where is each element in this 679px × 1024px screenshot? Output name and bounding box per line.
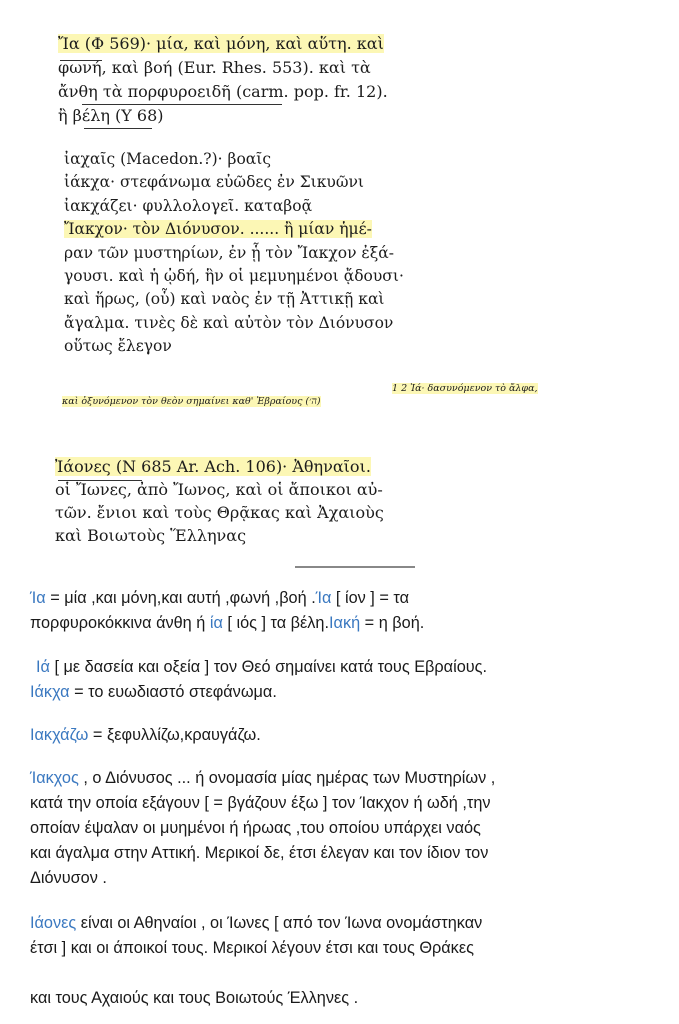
scan-line	[64, 218, 404, 241]
footnote-left: καὶ ὀξυνόμενον τὸν θεὸν σημαίνει καθ' Ἑβραίους (ה׳)	[62, 396, 321, 407]
scan-line	[55, 455, 384, 478]
translation-line: Διόνυσον .	[30, 869, 107, 887]
text: [ ίον ] = τα	[331, 589, 409, 607]
translation-paragraph-ia	[30, 586, 670, 636]
text: είναι οι Αθηναίοι , οι Ίωνες [ από τον Ίωνα ονομάστηκαν	[76, 914, 483, 932]
translation-paragraph-iaones-end	[30, 986, 670, 1011]
footnote-right: 1 2 Ἰά· δασυνόμενον τὸ ἄλφα,	[392, 383, 538, 394]
translation-line: οποίαν έψαλαν οι μυημένοι ή ήρωας ,του οποίου υπάρχει ναός	[30, 819, 481, 837]
keyword: Ίακχος	[30, 769, 84, 787]
translation-line	[30, 586, 670, 611]
scan-rule	[295, 566, 415, 568]
translation-line: και άγαλμα στην Αττική. Μερικοί δε, έτσι έλεγαν και τον ίδιον τον	[30, 844, 489, 862]
scan-line: φωνή, καὶ βοή (Eur. Rhes. 553). καὶ τὰ	[58, 58, 371, 77]
translation-paragraph-ia-hebrew	[36, 655, 676, 680]
text: πορφυροκόκκινα άνθη ή	[30, 614, 210, 632]
translation-line: και τους Αχαιούς και τους Βοιωτούς Έλληνες .	[30, 989, 359, 1007]
translation-line	[30, 680, 670, 705]
translation-line	[30, 723, 670, 748]
text: = μία ,και μόνη,και αυτή ,φωνή ,βοή .	[45, 589, 316, 607]
keyword: Ιά	[36, 658, 50, 676]
scan-line: ἰάκχα· στεφάνωμα εὐῶδες ἐν Σικυῶνι	[64, 173, 364, 192]
pen-underline	[84, 128, 152, 129]
scan-line: ἰαχαῖς (Macedon.?)· βοαῖς	[64, 150, 271, 168]
translation-line	[36, 655, 676, 680]
translation-line	[30, 611, 670, 636]
scan-line: οὕτως ἔλεγον	[64, 337, 172, 356]
scan-line: καὶ Βοιωτοὺς Ἕλληνας	[55, 526, 247, 545]
keyword: Ιακή	[329, 614, 361, 632]
highlighted-text: Ἴακχον· τὸν Διόνυσον. ...... ἢ μίαν ἡμέ-	[64, 220, 372, 239]
scan-entry-ia	[58, 32, 388, 128]
keyword: Ία	[30, 589, 46, 607]
keyword: Ία	[315, 589, 332, 607]
pen-underline	[60, 60, 102, 61]
keyword: Ιακχάζω	[30, 726, 89, 744]
scan-line: ἄνθη τὰ πορφυροειδῆ (carm. pop. fr. 12).	[58, 82, 388, 101]
scan-line	[58, 32, 388, 56]
keyword: Ιάονες	[30, 914, 77, 932]
scan-line: τῶν. ἔνιοι καὶ τοὺς Θρᾷκας καὶ Ἀχαιοὺς	[55, 503, 384, 522]
translation-paragraph-iaones	[30, 911, 670, 961]
translation-line	[30, 766, 670, 791]
translation-paragraph-iakchos	[30, 766, 670, 891]
scan-entry-iaones	[55, 455, 384, 547]
scan-line: ἢ βέλη (Υ 68)	[58, 106, 164, 125]
pen-underline	[58, 480, 142, 481]
scan-line: ἄγαλμα. τινὲς δὲ καὶ αὐτὸν τὸν Διόνυσον	[64, 313, 394, 332]
text: = ξεφυλλίζω,κραυγάζω.	[88, 726, 261, 744]
translation-line: κατά την οποία εξάγουν [ = βγάζουν έξω ] τον Ίακχον ή ωδή ,την	[30, 794, 491, 812]
translation-paragraph-iakcha	[30, 680, 670, 705]
keyword: ία	[209, 614, 223, 632]
translation-line: έτσι ] και οι άποικοί τους. Μερικοί λέγουν έτσι και τους Θράκες	[30, 939, 474, 957]
keyword: Ιάκχα	[30, 683, 70, 701]
scan-line: ἰακχάζει· φυλλολογεῖ. καταβοᾷ	[64, 196, 313, 215]
highlighted-text: Ἰάονες (Ν 685 Ar. Ach. 106)· Ἀθηναῖοι.	[55, 457, 371, 476]
scan-line: καὶ ἥρως, (οὗ) καὶ ναὸς ἐν τῇ Ἀττικῇ καὶ	[64, 290, 385, 309]
translation-line	[30, 911, 670, 936]
scan-line: οἱ Ἴωνες, ἀπὸ Ἴωνος, καὶ οἱ ἄποικοι αὐ-	[55, 480, 383, 499]
highlighted-text: Ἴα (Φ 569)· μία, καὶ μόνη, καὶ αὕτη. καὶ	[58, 34, 384, 53]
text: , ο Διόνυσος ... ή ονομασία μίας ημέρας των Μυστηρίων ,	[83, 769, 496, 787]
text: [ ιός ] τα βέλη.	[222, 614, 330, 632]
pen-underline	[82, 104, 282, 105]
text: [ με δασεία και οξεία ] τον Θεό σημαίνει κατά τους Εβραίους.	[49, 658, 488, 676]
text: = το ευωδιαστό στεφάνωμα.	[69, 683, 277, 701]
scan-line: ραν τῶν μυστηρίων, ἐν ᾗ τὸν Ἴακχον ἐξά-	[64, 243, 394, 262]
translation-paragraph-iakchazo	[30, 723, 670, 748]
text: = η βοή.	[360, 614, 425, 632]
scan-entries-iakchos	[64, 148, 404, 359]
scan-line: γουσι. καὶ ἡ ᾠδή, ἣν οἱ μεμυημένοι ᾄδουσι·	[64, 267, 404, 286]
